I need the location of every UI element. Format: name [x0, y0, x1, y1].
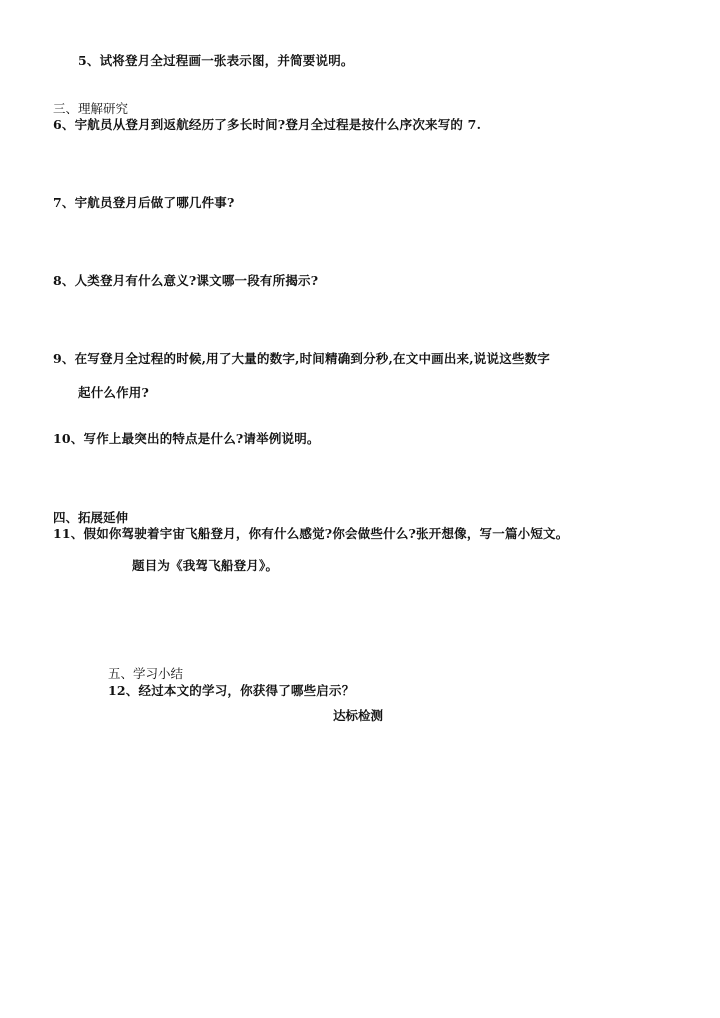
question-5: 5、试将登月全过程画一张表示图，并简要说明。	[78, 53, 354, 68]
question-6: 6、宇航员从登月到返航经历了多长时间?登月全过程是按什么序次来写的 7.	[53, 117, 482, 132]
question-9-line-1: 9、在写登月全过程的时候,用了大量的数字,时间精确到分秒,在文中画出来,说说这些数字	[53, 351, 551, 366]
question-9-line-2: 起什么作用?	[78, 385, 150, 400]
question-8: 8、人类登月有什么意义?课文哪一段有所揭示?	[53, 273, 319, 288]
final-section-title: 达标检测	[333, 708, 384, 723]
question-11-line-2: 题目为《我驾飞船登月》。	[132, 558, 279, 573]
question-11-line-1: 11、假如你驾驶着宇宙飞船登月，你有什么感觉?你会做些什么?张开想像，写一篇小短文。	[53, 526, 569, 541]
question-12: 12、经过本文的学习，你获得了哪些启示？	[108, 683, 355, 698]
question-10: 10、写作上最突出的特点是什么?请举例说明。	[53, 431, 320, 446]
section-4-heading: 四、拓展延伸	[53, 510, 129, 525]
section-5-heading: 五、学习小结	[108, 666, 184, 681]
section-3-heading: 三、理解研究	[53, 101, 129, 116]
question-7: 7、宇航员登月后做了哪几件事?	[53, 195, 235, 210]
